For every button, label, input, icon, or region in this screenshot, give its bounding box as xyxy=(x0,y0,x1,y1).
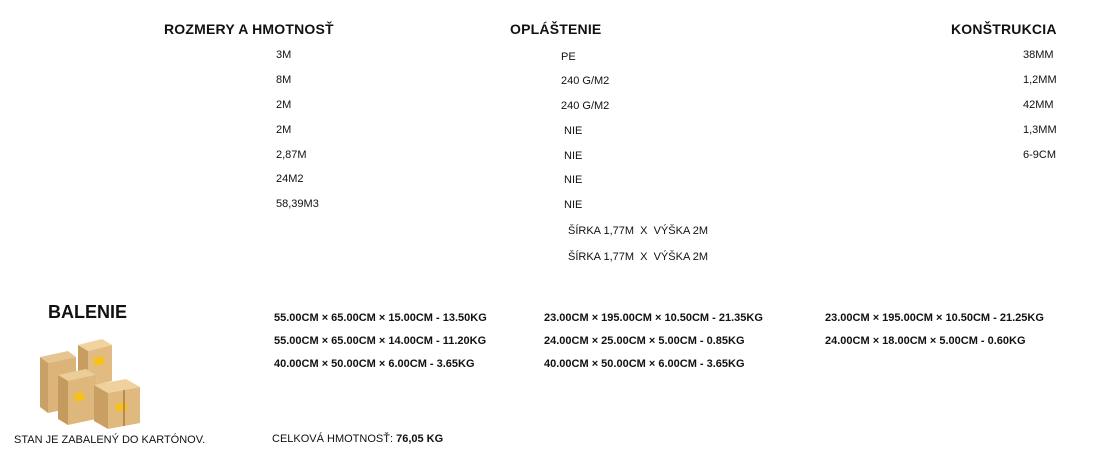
spec-value: 38MM xyxy=(1023,49,1054,61)
packaging-title: BALENIE xyxy=(48,302,128,322)
cardboard-boxes-icon xyxy=(36,335,146,431)
packaging-column xyxy=(274,310,487,379)
package-item: 40.00CM × 50.00CM × 6.00CM - 3.65KG xyxy=(274,358,475,370)
spec-value: 58,39M3 xyxy=(276,198,319,210)
spec-value: 3M xyxy=(276,49,292,61)
spec-value: 8M xyxy=(276,74,292,86)
spec-value: 24M2 xyxy=(276,173,304,185)
spec-value: NIE xyxy=(564,150,583,162)
package-item: 24.00CM × 18.00CM × 5.00CM - 0.60KG xyxy=(825,335,1026,347)
spec-value: 42MM xyxy=(1023,99,1054,111)
spec-value: NIE xyxy=(564,174,583,186)
spec-value: 6-9CM xyxy=(1023,149,1057,161)
total-weight-value: 76,05 KG xyxy=(396,433,444,445)
spec-value: 2,87M xyxy=(276,149,307,161)
spec-value: 1,3MM xyxy=(1023,124,1057,136)
spec-value: ŠÍRKA 1,77M X VÝŠKA 2M xyxy=(568,225,709,237)
packaging-column xyxy=(825,310,1044,356)
spec-value: 240 G/M2 xyxy=(561,100,610,112)
construction-title: KONŠTRUKCIA xyxy=(951,21,1057,37)
package-item: 24.00CM × 25.00CM × 5.00CM - 0.85KG xyxy=(544,335,745,347)
spec-value: NIE xyxy=(564,125,583,137)
dimensions-title: ROZMERY A HMOTNOSŤ xyxy=(164,21,334,37)
cover-title: OPLÁŠTENIE xyxy=(510,21,602,37)
packaging-column xyxy=(544,310,763,379)
spec-value: NIE xyxy=(564,199,583,211)
spec-value: 2M xyxy=(276,99,292,111)
package-item: 23.00CM × 195.00CM × 10.50CM - 21.35KG xyxy=(544,312,763,324)
total-weight xyxy=(272,433,443,445)
package-item: 55.00CM × 65.00CM × 15.00CM - 13.50KG xyxy=(274,312,487,324)
package-item: 23.00CM × 195.00CM × 10.50CM - 21.25KG xyxy=(825,312,1044,324)
total-weight-label: CELKOVÁ HMOTNOSŤ: xyxy=(272,433,394,445)
spec-value: 1,2MM xyxy=(1023,74,1057,86)
spec-value: 240 G/M2 xyxy=(561,75,610,87)
spec-value: ŠÍRKA 1,77M X VÝŠKA 2M xyxy=(568,251,709,263)
packaging-caption: STAN JE ZABALENÝ DO KARTÓNOV. xyxy=(14,434,206,446)
spec-value: PE xyxy=(561,51,576,63)
spec-value: 2M xyxy=(276,124,292,136)
package-item: 55.00CM × 65.00CM × 14.00CM - 11.20KG xyxy=(274,335,487,347)
package-item: 40.00CM × 50.00CM × 6.00CM - 3.65KG xyxy=(544,358,745,370)
